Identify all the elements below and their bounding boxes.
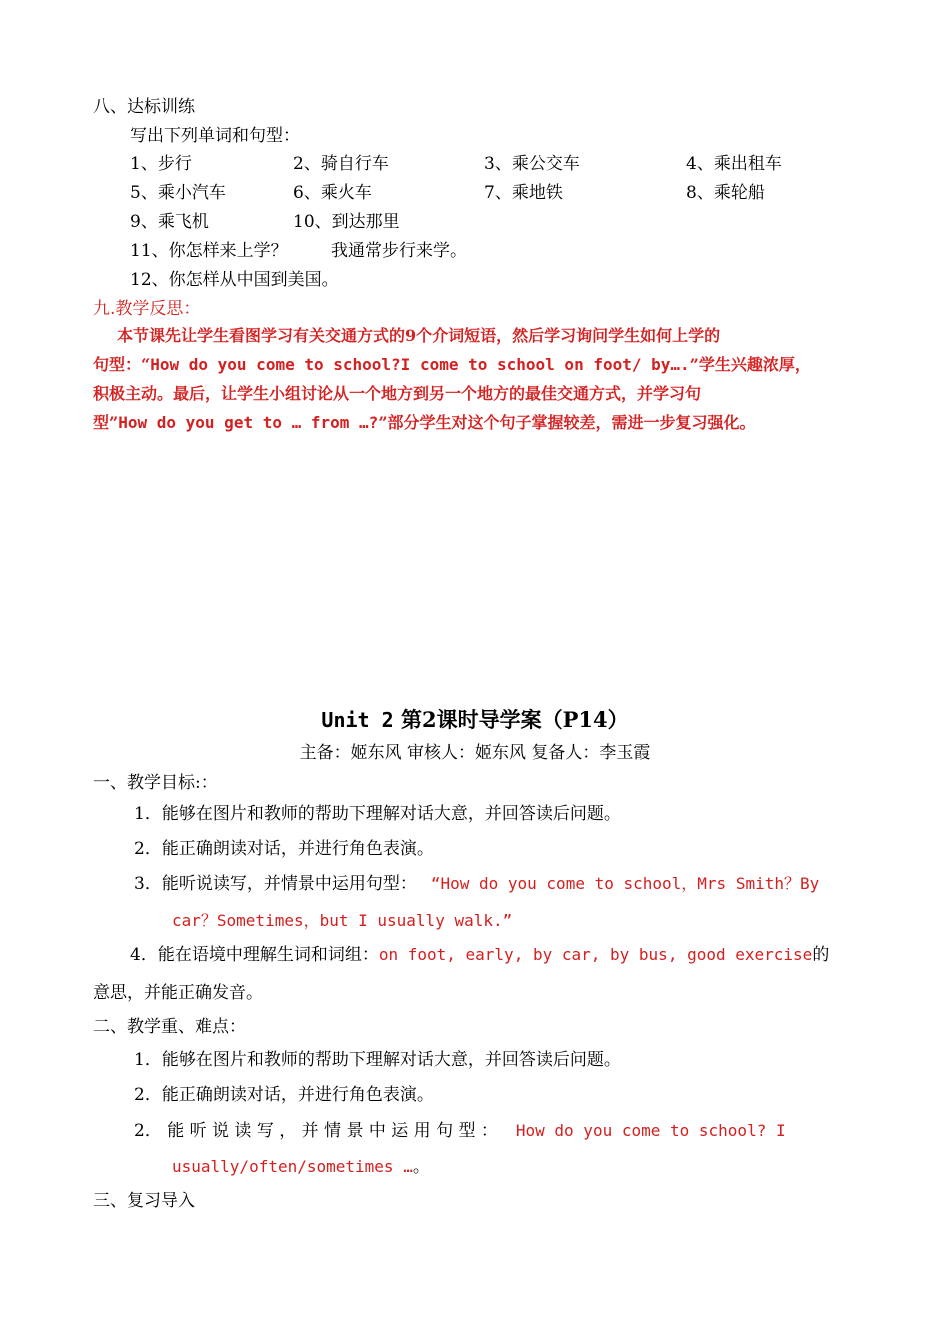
key-point-english: How do you come to school? I xyxy=(515,1121,786,1140)
exercise-item: 4、乘出租车 xyxy=(686,154,782,174)
reflection-english: How do you get to … from …? xyxy=(118,413,379,432)
exercise-item: 9、乘飞机 xyxy=(130,212,209,232)
goal-text: 4．能在语境中理解生词和词组： xyxy=(130,945,379,965)
goal-item: 1．能够在图片和教师的帮助下理解对话大意，并回答读后问题。 xyxy=(134,804,621,824)
exercise-item: 3、乘公交车 xyxy=(484,154,580,174)
section-8-heading: 八、达标训练 xyxy=(93,97,195,117)
goal-english-cont: car？Sometimes，but I usually walk.” xyxy=(172,911,513,930)
reflection-text: 句型：“ xyxy=(93,355,151,374)
exercise-question-12: 12、你怎样从中国到美国。 xyxy=(130,270,339,290)
exercise-item: 6、乘火车 xyxy=(293,183,372,203)
unit-title xyxy=(0,706,950,734)
exercise-item: 5、乘小汽车 xyxy=(130,183,226,203)
reflection-text: ”学生兴趣浓厚， xyxy=(689,355,811,374)
goal-text: 的 xyxy=(812,945,830,965)
reflection-line: 本节课先让学生看图学习有关交通方式的9个介词短语，然后学习询问学生如何上学的 xyxy=(117,326,721,345)
key-point-english-cont xyxy=(172,1156,430,1178)
section-3-heading: 三、复习导入 xyxy=(93,1191,195,1211)
reflection-line xyxy=(93,408,863,437)
reflection-text: ”部分学生对这个句子掌握较差，需进一步复习强化。 xyxy=(378,413,756,432)
goal-item xyxy=(130,944,829,966)
reflection-line xyxy=(93,350,863,379)
goal-item xyxy=(134,873,819,895)
goal-item-cont: 意思，并能正确发音。 xyxy=(93,983,263,1003)
key-point-text: 2． 能 听 说 读 写 ， 并 情 景 中 运 用 句 型 ： xyxy=(134,1121,498,1141)
exercise-item: 8、乘轮船 xyxy=(686,183,765,203)
section-2-heading: 二、教学重、难点： xyxy=(93,1017,246,1037)
goal-english: on foot, early, by car, by bus, good exercise xyxy=(378,945,813,964)
exercise-item: 1、步行 xyxy=(130,154,192,174)
key-point-item xyxy=(134,1120,786,1142)
exercise-item: 2、骑自行车 xyxy=(293,154,389,174)
section-9-heading: 九.教学反思： xyxy=(93,299,201,319)
key-point-item: 2．能正确朗读对话，并进行角色表演。 xyxy=(134,1085,434,1105)
goal-text: 3．能听说读写，并情景中运用句型： xyxy=(134,874,417,894)
unit-title-en: Unit 2 xyxy=(321,708,394,732)
goal-english: “How do you come to school，Mrs Smith？By xyxy=(430,874,820,893)
exercise-answer-11: 我通常步行来学。 xyxy=(331,241,467,261)
exercise-item: 10、到达那里 xyxy=(293,212,400,232)
goal-item: 2．能正确朗读对话，并进行角色表演。 xyxy=(134,839,434,859)
section-8-instruction: 写出下列单词和句型： xyxy=(130,126,300,146)
key-point-item: 1．能够在图片和教师的帮助下理解对话大意，并回答读后问题。 xyxy=(134,1050,621,1070)
key-point-text: 。 xyxy=(412,1157,430,1177)
key-point-english: usually/often/sometimes … xyxy=(172,1157,413,1176)
unit-title-cn: 第2课时导学案（P14） xyxy=(393,707,629,732)
section-1-heading: 一、教学目标:： xyxy=(93,773,218,793)
reflection-text: 型” xyxy=(93,413,119,432)
exercise-item: 7、乘地铁 xyxy=(484,183,563,203)
authors-line: 主备：姬东风 审核人：姬东风 复备人：李玉霞 xyxy=(299,743,651,763)
reflection-english: How do you come to school?I come to school on foot/ by…. xyxy=(150,355,690,374)
reflection-line: 积极主动。最后，让学生小组讨论从一个地方到另一个地方的最佳交通方式，并学习句 xyxy=(93,384,702,403)
exercise-question-11: 11、你怎样来上学？ xyxy=(130,241,288,261)
